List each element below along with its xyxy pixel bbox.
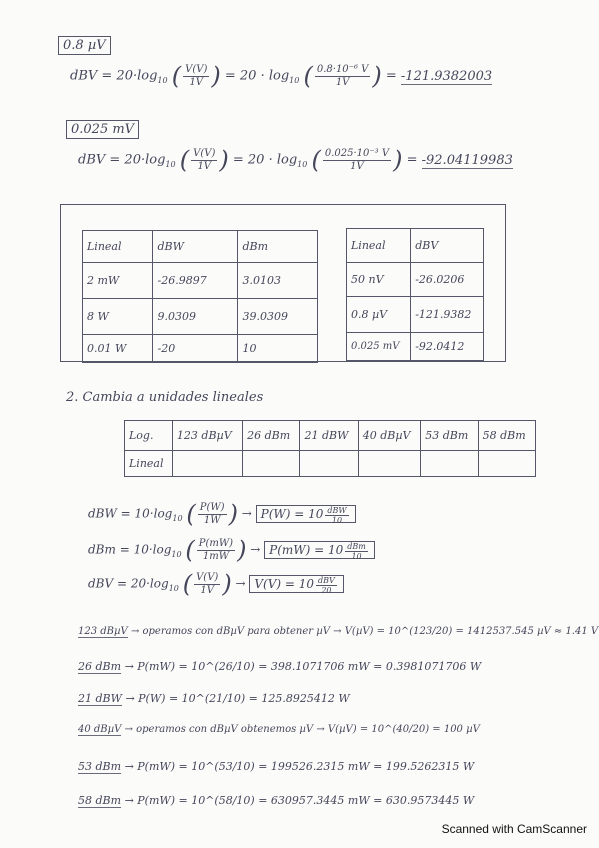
formula-dbw: dBW = $10\cdot\log_{10}$ ( $\frac{P(W)}{1W}$ ) → P(W) = 10 $\frac{\text{dBW}}{10}$ [88, 500, 356, 528]
result-0025mv: -92.04119983 [421, 152, 513, 168]
table-cell: 0.025 mV [347, 333, 411, 361]
table-cell: Log. [125, 421, 173, 451]
formula-dbm: dBm = $10\cdot\log_{10}$ ( $\frac{P(mW)}{1mW}$ ) → P(mW) = 10 $\frac{\text{dBm}}{10}$ [88, 536, 375, 564]
table-cell: Lineal [125, 451, 173, 477]
scanner-footer: Scanned with CamScanner [441, 822, 587, 836]
table-cell: -20 [153, 335, 238, 363]
table-cell: 0.01 W [83, 335, 153, 363]
power-table [82, 230, 318, 363]
table-cell [172, 451, 242, 477]
table-cell: 40 dBµV [358, 421, 420, 451]
table-cell: 2 mW [83, 263, 153, 299]
table-cell [300, 451, 358, 477]
answer-line: 58 dBm → P(mW) = 10^(58/10) = 630957.3445 mW = 630.9573445 W [78, 794, 475, 807]
header-cell: Lineal [83, 231, 153, 263]
table-cell: 53 dBm [421, 421, 478, 451]
answer-line: 123 dBµV → operamos con dBµV para obtener µV → V(µV) = 10^(123/20) = 1412537.545 µV ≈ 1.41 V [78, 626, 599, 637]
value-box-08uv: 0.8 µV [58, 36, 111, 55]
header-cell: dBm [238, 231, 318, 263]
table-cell [478, 451, 535, 477]
result-08uv: -121.9382003 [400, 68, 493, 84]
table-cell: 21 dBW [300, 421, 358, 451]
table-cell: -121.9382 [411, 297, 484, 333]
table-cell: 3.0103 [238, 263, 318, 299]
table-cell: -92.0412 [411, 333, 484, 361]
table-cell: 10 [238, 335, 318, 363]
answer-line: 53 dBm → P(mW) = 10^(53/10) = 199526.2315 mW = 199.5262315 W [78, 760, 475, 773]
answer-line: 21 dBW → P(W) = 10^(21/10) = 125.8925412 W [78, 692, 350, 705]
table-cell: 26 dBm [243, 421, 300, 451]
table-cell: 58 dBm [478, 421, 535, 451]
table-cell: 8 W [83, 299, 153, 335]
table-cell: 39.0309 [238, 299, 318, 335]
section-2-title: 2. Cambia a unidades lineales [66, 390, 264, 405]
answer-line: 26 dBm → P(mW) = 10^(26/10) = 398.1071706 mW = 0.3981071706 W [78, 660, 482, 673]
value-box-0025mv: 0.025 mV [66, 120, 139, 139]
table-cell: -26.9897 [153, 263, 238, 299]
table-cell: 0.8 µV [347, 297, 411, 333]
equation-dbv-0025mv: dBV = $20\cdot\log_{10}$ ( $\frac{V(V)}{1V}$ ) = $20 \cdot \log_{10}$ ( $\frac{\text{0.025·10⁻³ V}}{1V}$ ) = -92.04119983 [78, 146, 513, 174]
answer-line: 40 dBµV → operamos con dBµV obtenemos µV → V(µV) = 10^(40/20) = 100 µV [78, 724, 480, 735]
table-cell: -26.0206 [411, 263, 484, 297]
table-cell: 123 dBµV [172, 421, 242, 451]
conversion-table [124, 420, 536, 477]
equation-dbv-08uv: dBV = $20\cdot\log_{10}$ ( $\frac{V(V)}{1V}$ ) = $20 \cdot \log_{10}$ ( $\frac{\text{0.8·10⁻⁶ V}}{1V}$ ) = -121.9382003 [70, 62, 493, 90]
header-cell: dBV [411, 229, 484, 263]
table-cell [358, 451, 420, 477]
header-cell: Lineal [347, 229, 411, 263]
table-cell: 9.0309 [153, 299, 238, 335]
table-cell [243, 451, 300, 477]
table-cell [421, 451, 478, 477]
formula-dbv: dBV = $20\cdot\log_{10}$ ( $\frac{V(V)}{1V}$ ) → V(V) = 10 $\frac{\text{dBV}}{20}$ [88, 570, 344, 598]
table-cell: 50 nV [347, 263, 411, 297]
header-cell: dBW [153, 231, 238, 263]
voltage-table [346, 228, 484, 361]
